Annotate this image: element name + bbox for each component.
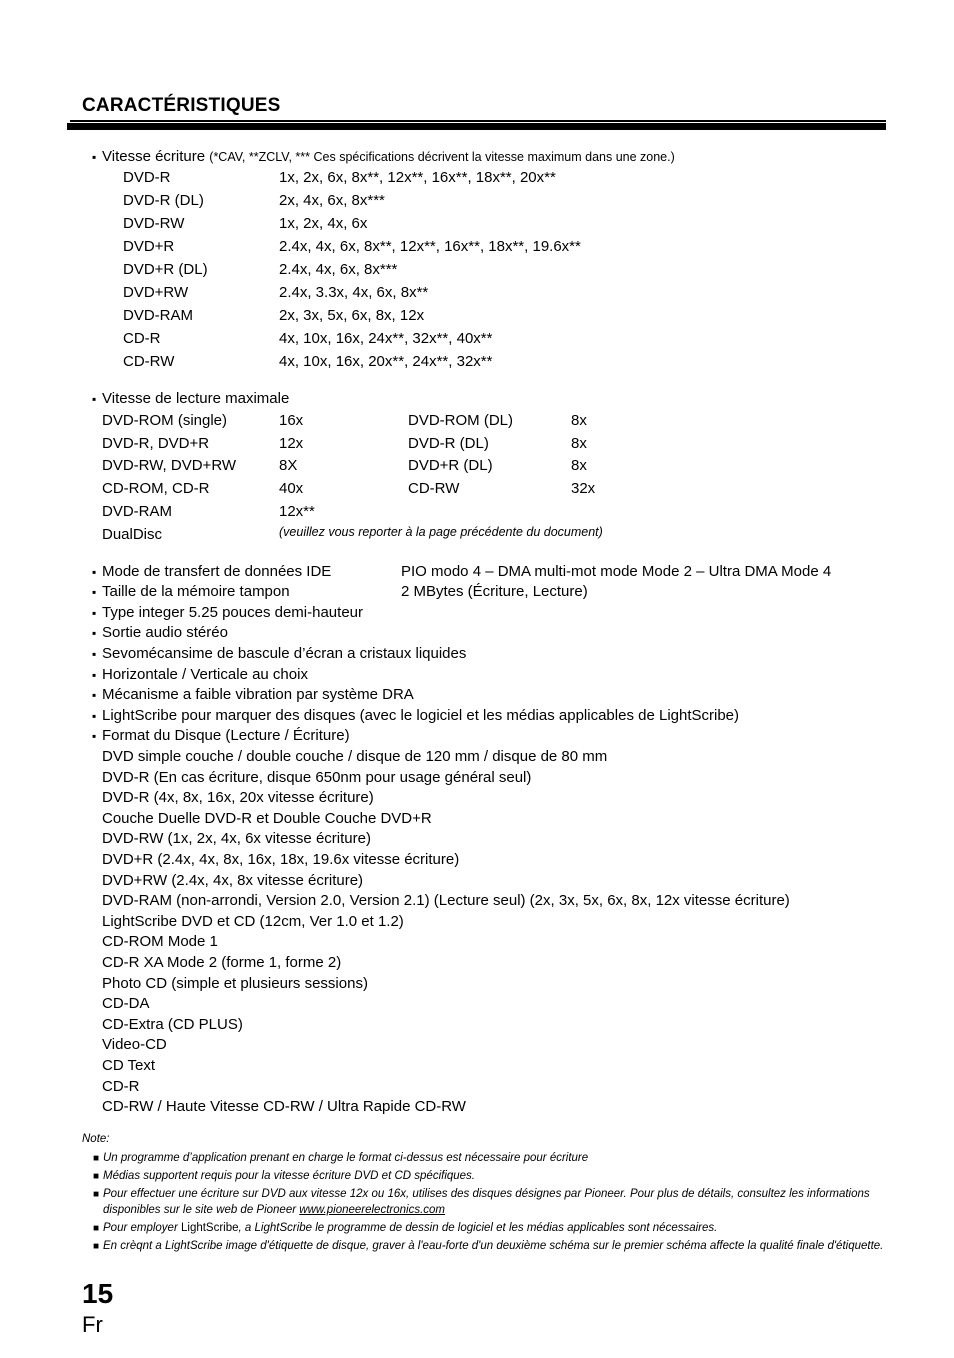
spec-value: 2 MBytes (Écriture, Lecture) bbox=[401, 583, 588, 600]
lightscribe-brand: LightScribe bbox=[181, 1222, 239, 1234]
read-speed: 8x bbox=[571, 457, 587, 474]
write-speeds: 2x, 4x, 6x, 8x*** bbox=[279, 192, 385, 209]
read-speed: 12x bbox=[279, 435, 304, 452]
read-speed: 12x** bbox=[279, 503, 315, 520]
feature-item: ▪ LightScribe pour marquer des disques (avec le logiciel et les médias applicables de LightScribe) bbox=[102, 707, 739, 725]
note-bullet-icon: ■ bbox=[93, 1241, 100, 1252]
read-media: DVD-ROM (DL) bbox=[408, 412, 513, 429]
write-speeds: 4x, 10x, 16x, 24x**, 32x**, 40x** bbox=[279, 330, 493, 347]
page-language: Fr bbox=[82, 1312, 103, 1337]
spec-label: ▪ Mode de transfert de données IDE bbox=[102, 563, 331, 581]
note-item: Un programme d’application prenant en charge le format ci-dessus est nécessaire pour écriture bbox=[103, 1152, 589, 1164]
feature-item: ▪ Horizontale / Verticale au choix bbox=[102, 666, 308, 684]
note-item bbox=[103, 1221, 717, 1235]
write-speeds: 2.4x, 4x, 6x, 8x*** bbox=[279, 261, 398, 278]
read-speed: 8x bbox=[571, 412, 587, 429]
title-rule-thin bbox=[70, 120, 886, 122]
write-speed-heading bbox=[102, 148, 675, 166]
format-item: CD-DA bbox=[102, 995, 150, 1012]
write-speeds: 4x, 10x, 16x, 20x**, 24x**, 32x** bbox=[279, 353, 493, 370]
dualdisc-label: DualDisc bbox=[102, 526, 163, 543]
format-item: CD-Extra (CD PLUS) bbox=[102, 1016, 243, 1033]
note-item: En crèqnt a LightScribe image d'étiquette de disque, graver à l'eau-forte d'un deuxième schéma sur le premier schéma affecte la qualité finale d'étiquette. bbox=[103, 1240, 884, 1252]
format-item: CD-ROM Mode 1 bbox=[102, 933, 218, 950]
write-media: DVD+R (DL) bbox=[123, 261, 208, 278]
note-bullet-icon: ■ bbox=[93, 1189, 100, 1200]
feature-item: ▪ Format du Disque (Lecture / Écriture) bbox=[102, 727, 350, 745]
read-media: CD-ROM, CD-R bbox=[102, 480, 210, 497]
dualdisc-note: (veuillez vous reporter à la page précédente du document) bbox=[279, 525, 603, 539]
format-item: Photo CD (simple et plusieurs sessions) bbox=[102, 975, 368, 992]
pioneer-website-link[interactable]: www.pioneerelectronics.com bbox=[299, 1204, 445, 1216]
read-speed-heading: ▪ Vitesse de lecture maximale bbox=[102, 390, 289, 408]
write-speeds: 1x, 2x, 4x, 6x bbox=[279, 215, 368, 232]
read-media: CD-RW bbox=[408, 480, 460, 497]
note-bullet-icon: ■ bbox=[93, 1223, 100, 1234]
spec-value: PIO modo 4 – DMA multi-mot mode Mode 2 – Ultra DMA Mode 4 bbox=[401, 563, 832, 580]
format-item: DVD-R (4x, 8x, 16x, 20x vitesse écriture) bbox=[102, 789, 374, 806]
read-speed: 8X bbox=[279, 457, 298, 474]
write-speeds: 1x, 2x, 6x, 8x**, 12x**, 16x**, 18x**, 20x** bbox=[279, 169, 556, 186]
format-item: DVD simple couche / double couche / disque de 120 mm / disque de 80 mm bbox=[102, 748, 608, 765]
format-item: Couche Duelle DVD-R et Double Couche DVD+R bbox=[102, 810, 432, 827]
read-speed: 32x bbox=[571, 480, 596, 497]
write-speed-note: (*CAV, **ZCLV, *** Ces spécifications décrivent la vitesse maximum dans une zone.) bbox=[209, 150, 675, 164]
note-bullet-icon: ■ bbox=[93, 1153, 100, 1164]
write-media: CD-R bbox=[123, 330, 161, 347]
format-item: DVD-RW (1x, 2x, 4x, 6x vitesse écriture) bbox=[102, 830, 371, 847]
feature-item: ▪ Type integer 5.25 pouces demi-hauteur bbox=[102, 604, 363, 622]
read-speed: 8x bbox=[571, 435, 587, 452]
note-bullet-icon: ■ bbox=[93, 1171, 100, 1182]
feature-item: ▪ Sevomécansime de bascule d’écran a cristaux liquides bbox=[102, 645, 466, 663]
read-speed: 16x bbox=[279, 412, 304, 429]
read-media: DVD-R, DVD+R bbox=[102, 435, 210, 452]
format-item: CD Text bbox=[102, 1057, 156, 1074]
read-speed: 40x bbox=[279, 480, 304, 497]
format-item: DVD-RAM (non-arrondi, Version 2.0, Version 2.1) (Lecture seul) (2x, 3x, 5x, 6x, 8x, 12x vitesse écriture) bbox=[102, 892, 790, 909]
write-speeds: 2x, 3x, 5x, 6x, 8x, 12x bbox=[279, 307, 425, 324]
note-text: , a LightScribe le programme de dessin de logiciel et les médias applicables sont nécessaires. bbox=[238, 1222, 718, 1234]
format-item: LightScribe DVD et CD (12cm, Ver 1.0 et 1.2) bbox=[102, 913, 404, 930]
write-media: DVD+R bbox=[123, 238, 175, 255]
format-item: DVD+R (2.4x, 4x, 8x, 16x, 18x, 19.6x vitesse écriture) bbox=[102, 851, 460, 868]
format-item: DVD-R (En cas écriture, disque 650nm pour usage général seul) bbox=[102, 769, 532, 786]
read-media: DVD-R (DL) bbox=[408, 435, 489, 452]
write-media: DVD+RW bbox=[123, 284, 189, 301]
read-media: DVD-RW, DVD+RW bbox=[102, 457, 237, 474]
page-number: 15 bbox=[82, 1278, 114, 1309]
format-item: CD-R bbox=[102, 1078, 140, 1095]
feature-item: ▪ Mécanisme a faible vibration par système DRA bbox=[102, 686, 414, 704]
title-rule-thick bbox=[67, 123, 886, 130]
write-speeds: 2.4x, 4x, 6x, 8x**, 12x**, 16x**, 18x**, 19.6x** bbox=[279, 238, 581, 255]
note-text: disponibles sur le site web de Pioneer bbox=[103, 1204, 297, 1216]
spec-label: ▪ Taille de la mémoire tampon bbox=[102, 583, 290, 601]
format-item: DVD+RW (2.4x, 4x, 8x vitesse écriture) bbox=[102, 872, 364, 889]
read-media: DVD-RAM bbox=[102, 503, 172, 520]
write-media: DVD-R bbox=[123, 169, 171, 186]
note-item: Médias supportent requis pour la vitesse écriture DVD et CD spécifiques. bbox=[103, 1170, 476, 1182]
notes-heading: Note: bbox=[82, 1133, 110, 1145]
read-media: DVD-ROM (single) bbox=[102, 412, 228, 429]
write-media: CD-RW bbox=[123, 353, 175, 370]
write-media: DVD-RW bbox=[123, 215, 185, 232]
note-item: Pour effectuer une écriture sur DVD aux vitesse 12x ou 16x, utilises des disques désignes par Pioneer. Pour plus de détails, consultez les informations bbox=[103, 1188, 870, 1200]
write-media: DVD-RAM bbox=[123, 307, 193, 324]
format-item: CD-RW / Haute Vitesse CD-RW / Ultra Rapide CD-RW bbox=[102, 1098, 466, 1115]
page-title: CARACTÉRISTIQUES bbox=[82, 95, 281, 116]
format-item: Video-CD bbox=[102, 1036, 167, 1053]
write-speed-label: Vitesse écriture bbox=[102, 148, 206, 165]
write-media: DVD-R (DL) bbox=[123, 192, 204, 209]
write-speeds: 2.4x, 3.3x, 4x, 6x, 8x** bbox=[279, 284, 429, 301]
note-item-continued bbox=[103, 1203, 445, 1217]
feature-item: ▪ Sortie audio stéréo bbox=[102, 624, 228, 642]
note-text: Pour employer bbox=[103, 1222, 178, 1234]
format-item: CD-R XA Mode 2 (forme 1, forme 2) bbox=[102, 954, 342, 971]
read-media: DVD+R (DL) bbox=[408, 457, 493, 474]
